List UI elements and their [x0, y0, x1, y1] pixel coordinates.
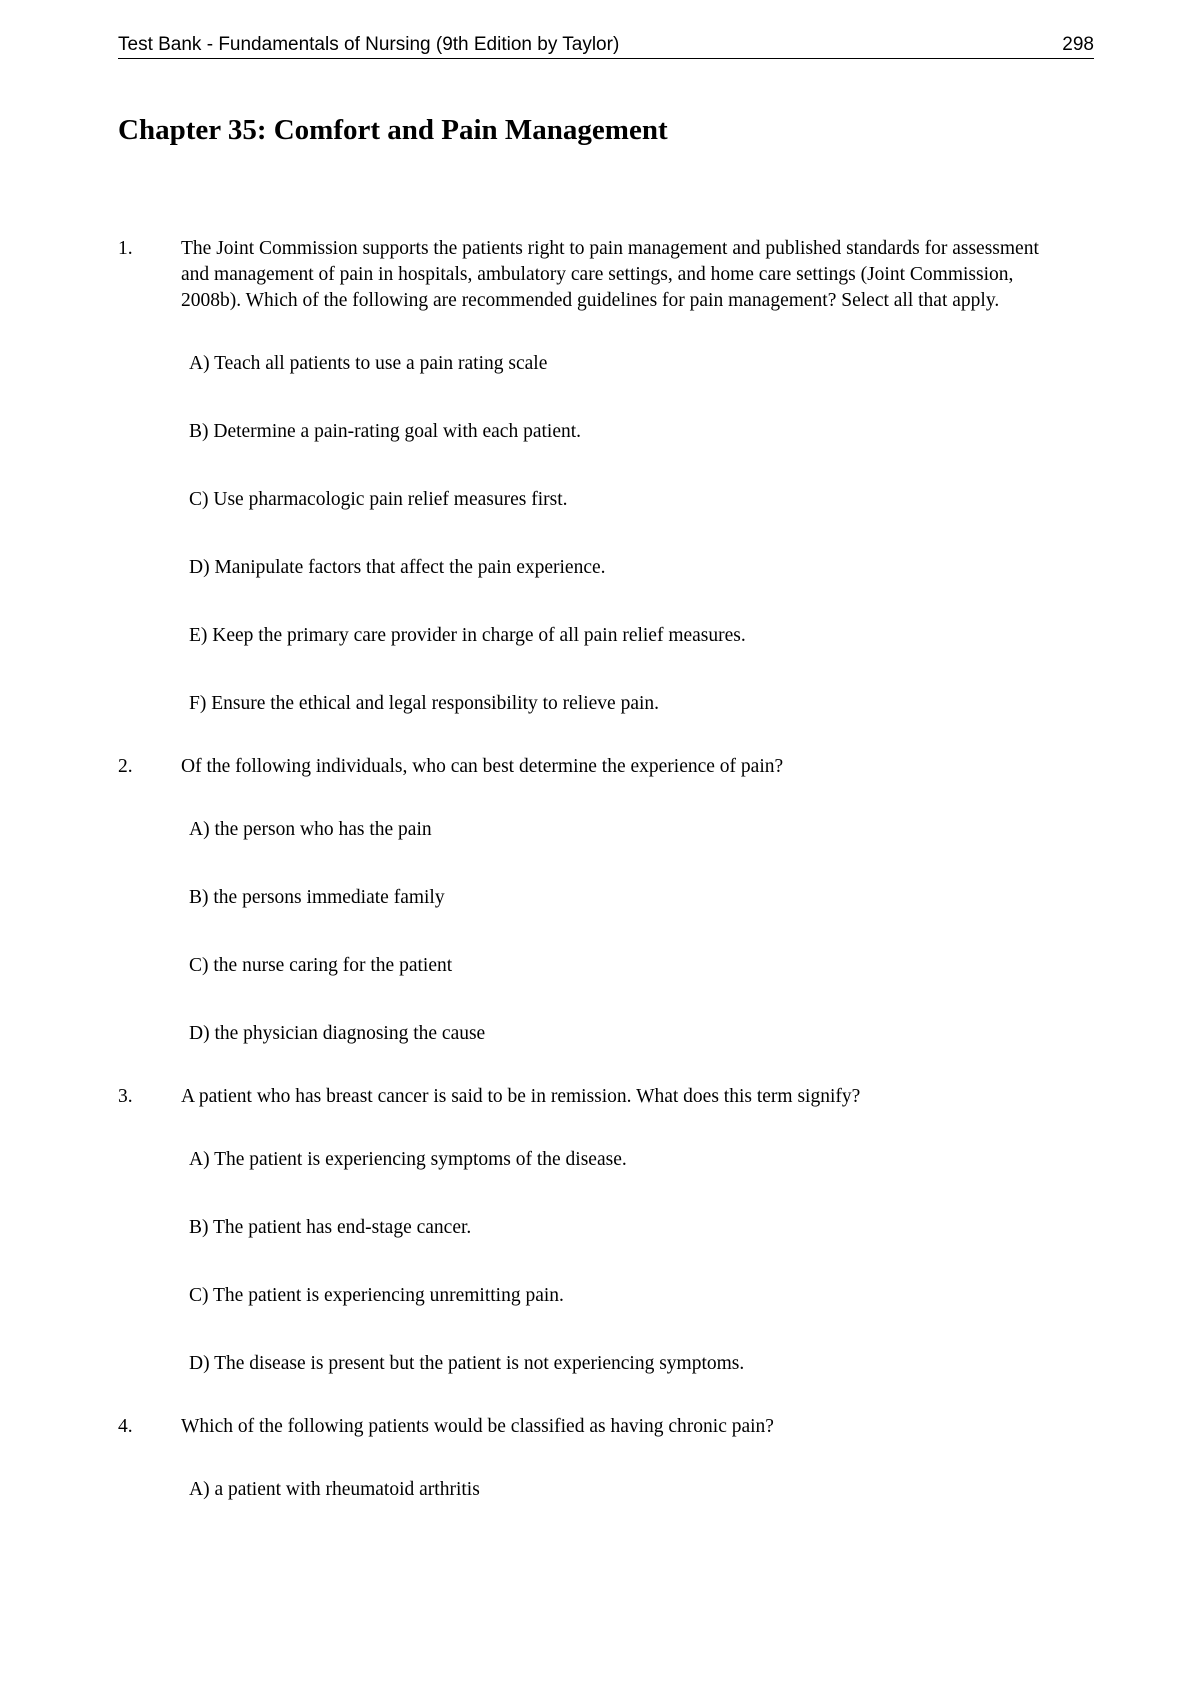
answer-option: C) the nurse caring for the patient — [189, 955, 453, 976]
page-number: 298 — [1062, 34, 1094, 55]
page-header — [118, 32, 1094, 59]
answer-options — [181, 351, 1094, 717]
question-stem: Of the following individuals, who can best determine the experience of pain? — [181, 756, 784, 777]
answer-option: A) The patient is experiencing symptoms of the disease. — [189, 1149, 627, 1170]
answer-options — [181, 1477, 1094, 1503]
answer-option: A) the person who has the pain — [189, 819, 432, 840]
answer-option: A) a patient with rheumatoid arthritis — [189, 1479, 480, 1500]
question-stem: Which of the following patients would be classified as having chronic pain? — [181, 1416, 774, 1437]
answer-option: F) Ensure the ethical and legal responsibility to relieve pain. — [189, 693, 660, 714]
question-3 — [118, 1084, 1094, 1377]
answer-option: D) Manipulate factors that affect the pain experience. — [189, 557, 606, 578]
chapter-title: Chapter 35: Comfort and Pain Management — [118, 114, 668, 146]
answer-option: B) the persons immediate family — [189, 887, 445, 908]
answer-options — [181, 817, 1094, 1047]
question-stem: A patient who has breast cancer is said to be in remission. What does this term signify? — [181, 1086, 861, 1107]
running-title: Test Bank - Fundamentals of Nursing (9th Edition by Taylor) — [118, 34, 620, 55]
question-list — [118, 236, 1094, 1540]
question-2 — [118, 754, 1094, 1047]
answer-option: B) The patient has end-stage cancer. — [189, 1217, 472, 1238]
answer-option: C) Use pharmacologic pain relief measures first. — [189, 489, 568, 510]
answer-option: B) Determine a pain-rating goal with each patient. — [189, 421, 582, 442]
answer-option: E) Keep the primary care provider in charge of all pain relief measures. — [189, 625, 746, 646]
question-number: 1. — [118, 238, 133, 259]
question-stem: The Joint Commission supports the patients right to pain management and published standards for assessment and management of pain in hospitals, ambulatory care settings, and home care settings (Joint Commission, 2008b). Which of the following are recommended guidelines for pain management? Select all that apply. — [181, 238, 1039, 311]
question-number: 4. — [118, 1416, 133, 1437]
answer-option: D) The disease is present but the patient is not experiencing symptoms. — [189, 1353, 745, 1374]
answer-options — [181, 1147, 1094, 1377]
question-number: 3. — [118, 1086, 133, 1107]
question-1 — [118, 236, 1094, 717]
answer-option: A) Teach all patients to use a pain rating scale — [189, 353, 548, 374]
answer-option: D) the physician diagnosing the cause — [189, 1023, 486, 1044]
answer-option: C) The patient is experiencing unremitting pain. — [189, 1285, 564, 1306]
question-4 — [118, 1414, 1094, 1503]
question-number: 2. — [118, 756, 133, 777]
